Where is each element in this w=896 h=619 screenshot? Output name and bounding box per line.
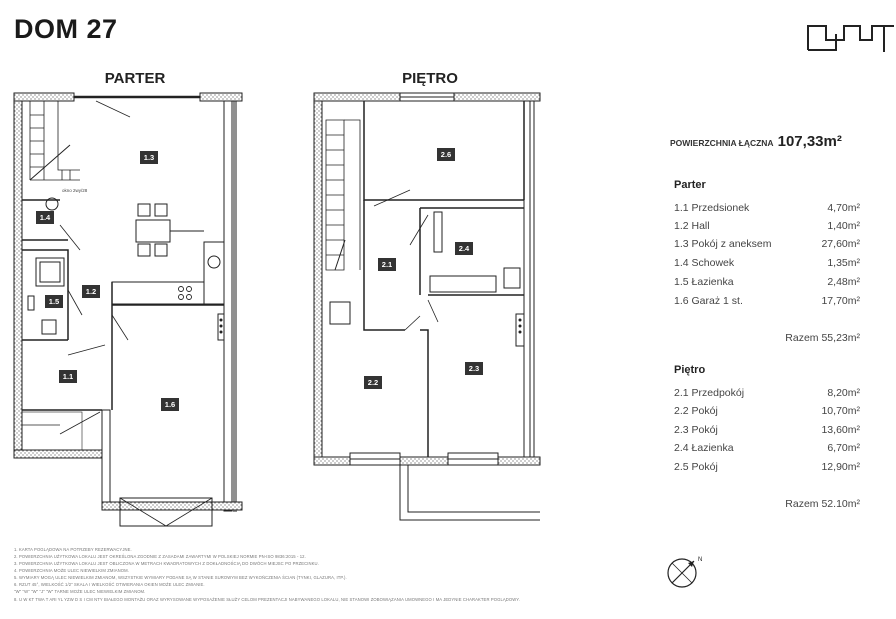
footnote: 2. POWIERZCHNIA UŻYTKOWA LOKALU JEST OKREŚLONA ZGODNIE Z ZASADAMI ZAWARTYMI W POLSKIEJ NORMIE PN-ISO 9836:2015 - 12. [14,554,306,559]
footnote: 5. WYMIARY MOGĄ ULEC NIEWIELKIM ZMIANOM, WSZYSTKIE WYMIARY PODANE SĄ W STANIE SUROWYM BEZ WYKOŃCZENIA ŚCIAN (TYNKI, GLAZURA, ITP.). [14,575,347,580]
pietro-label: PIĘTRO [402,70,458,87]
pietro-razem: Razem 52.10m² [785,498,860,510]
room-label-1-2: 1.2 [82,285,100,298]
parter-room-row: 1.4 Schowek 1,35m² [674,257,860,269]
total-area-row [670,133,842,150]
parter-room-row: 1.1 Przedsionek 4,70m² [674,202,860,214]
footnote: 1. KARTA POGLĄDOWA NA POTRZEBY REZERWACYJNE. [14,547,132,552]
room-label-2-6: 2.6 [437,148,455,161]
plan-annotation: okno 2wy/28 [62,188,88,193]
footnote: 3. POWIERZCHNIA UŻYTKOWA LOKALU JEST OBLICZONA W METRACH KWADRATOWYCH Z DOKŁADNOŚCIĄ DO DWÓCH MIEJSC PO PRZECINKU. [14,561,319,566]
room-label-2-2: 2.2 [364,376,382,389]
room-label-2-4: 2.4 [455,242,473,255]
pietro-room-row: 2.3 Pokój 13,60m² [674,424,860,436]
pietro-section-title: Piętro [674,364,706,376]
room-label-1-6: 1.6 [161,398,179,411]
footnote: 6. RZUT 45°, WIELKOŚĆ 1/2" SKALA I WIELKOŚĆ OTWIERANIA OKIEN MOŻE ULEC ZMIANIE. [14,582,205,587]
total-area-value: 107,33m² [777,133,842,150]
footnote: 8. U W KT TWA T ARI YL YZW D S I CM NTY BIAŁEGO MONTAŻU ORAZ WYRYSOWANE WYPOSAŻENIE SŁUŻY CELOM PREZENTACJI NABYWANEGO LOKALU, NIE STANOWI ZOBOWIĄZANIA UMOWNEGO I MA JEDYNIE CHARAKTER POGLĄDOWY. [14,597,520,602]
parter-section-title: Parter [674,179,706,191]
room-label-1-3: 1.3 [140,151,158,164]
parter-room-row: 1.3 Pokój z aneksem 27,60m² [674,238,860,250]
svg-text:N: N [698,557,703,563]
parter-room-row: 1.2 Hall 1,40m² [674,220,860,232]
parter-plan [14,93,242,526]
parter-room-row: 1.6 Garaż 1 st. 17,70m² [674,295,860,307]
pietro-room-row: 2.2 Pokój 10,70m² [674,405,860,417]
parter-room-row: 1.5 Łazienka 2,48m² [674,276,860,288]
room-label-1-4: 1.4 [36,211,54,224]
parter-razem: Razem 55,23m² [785,332,860,344]
room-label-2-1: 2.1 [378,258,396,271]
room-label-1-5: 1.5 [45,295,63,308]
page-title: DOM 27 [14,14,118,44]
pietro-room-row: 2.4 Łazienka 6,70m² [674,442,860,454]
room-label-1-1: 1.1 [59,370,77,383]
pietro-room-row: 2.1 Przedpokój 8,20m² [674,387,860,399]
footnote: "W" "W" "W" "J" "W" TARNE MOŻE ULEC NIEWIELKIM ZMIANOM. [14,589,146,594]
developer-logo [806,20,896,59]
pietro-plan [314,93,540,520]
compass-icon [664,553,708,598]
footnote: 4. POWIERZCHNIA MOŻE ULEC NIEWIELKIM ZMIANOM. [14,568,130,573]
parter-label: PARTER [104,70,166,87]
total-area-label: POWIERZCHNIA ŁĄCZNA [670,138,774,148]
room-label-2-3: 2.3 [465,362,483,375]
pietro-room-row: 2.5 Pokój 12,90m² [674,461,860,473]
